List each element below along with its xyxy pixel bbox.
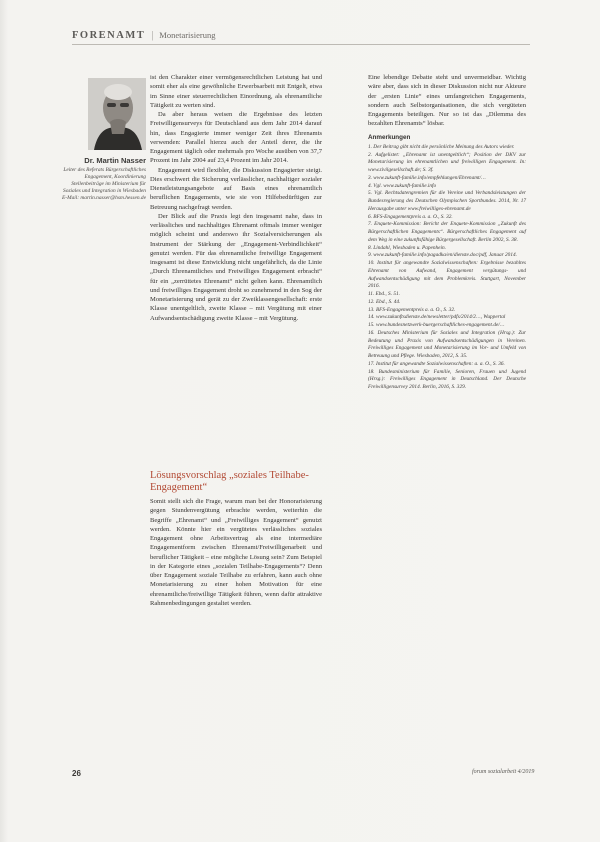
note-item: 1. Der Beitrag gibt nicht die persönliche Meinung des Autors wieder. [368,143,515,150]
paragraph: Da aber heraus weisen die Ergebnisse des letzten Freiwilligensurveys für Deutschland aus dem Jahr 2014 darauf hin, dass Engagierte immer weniger Zeit ihres Ehrenamts verwenden: Parallel hierzu auch der Anteil derer, die ihr Engagement täglich oder mehrmals pro Woche ausüben von 37,7 Prozent im Jahr 2004 auf 23,4 Prozent im Jahr 2014. [150,111,322,165]
notes-list [368,144,526,392]
section-heading: Lösungsvorschlag „soziales Teilhabe-Engagement“ [150,470,309,493]
column-right [368,73,526,392]
paragraph: Somit stellt sich die Frage, warum man bei der Honorarisierung gegen Stundenvergütung erbrachte werden, weiterhin die Begriffe „Ehrenamt“ und „Freiwilliges Engagement“ genutzt werden. Könnte hier ein vergütetes verlässliches soziales Engagement ohne Arbeitsvertrag als eine intermediäre Engagementform zwischen Ehrenamt/Freiwilligenarbeit und beruflicher Tätigkeit – eine mögliche Lösung sein? Zum Beispiel in der Kategorie eines „sozialen Teilhabe-Engagements“? Denn über Engagement soziale Teilhabe zu erfahren, kann auch ohne Monetarisierung zu einer hohen Motivation für eine ehrenamtliche/freiwillige Tätigkeit führen, wenn dafür attraktive Rahmenbedingungen gestaltet werden. [150,498,322,607]
note-item: 17. Institut für angewandte Sozialwissenschaften: a. a. O., S. 36. [368,360,505,367]
author-box [58,78,146,202]
note-item: 15. www.bundesnetzwerk-buergerschaftliches-engagement.de/… [368,322,505,328]
note-item: 4. Vgl. www.zukunft-familie.info [368,182,437,189]
author-bio: Leiter des Referats Bürgerschaftliches Engagement, Koordinierung Stellenbeiträge im Ministerium für Soziales und Integration in Wiesbaden E-Mail: martin.nasser@hsm.hessen.de [61,167,146,202]
paragraph: Eine lebendige Debatte steht und unvermeidbar. Wichtig wäre aber, dass sich in dieser Diskussion nicht nur Akteure der „ersten Linie“ eines umfangreichen Engagements, sondern auch Selbstorganisationen, die sich vergüteten Engagements beteiligen. Nur so ist das „Dilemma des bezahlten Ehrenamts“ lösbar. [368,74,526,128]
page-number: 26 [72,769,81,778]
note-item: 8. Lindahl, Wiesbaden u. Papenhein. [368,244,446,251]
note-item: 10. Institut für angewandte Sozialwissenschaften: Ergebnisse bezahltes Ehrenamt von Aufwand, Engagement vergütungs- und Aufwandsentschädigung mit dem Problemkreis. Stuttgart, November 2016. [368,260,526,290]
note-item: 6. BFS-Engagementpreis a. a. O., S. 32. [368,213,453,220]
header-separator: | [151,29,154,41]
author-photo [88,78,146,150]
note-item: 18. Bundesministerium für Familie, Senioren, Frauen und Jugend (Hrsg.): Freiwilliges Engagement in Deutschland. Der Deutsche Freiwilligensurvey 2014. Berlin, 2016, S. 329. [368,368,526,390]
journal-reference: forum sozialarbeit 4/2019 [472,769,535,775]
paragraph: ist den Charakter einer vermögensrechtlichen Leistung hat und somit eher als eine gewöhnliche Erwerbsarbeit mit Entgelt, etwa im Sinne einer steuerrechtlichen Einordnung, als ehrenamtliche Tätigkeit zu werten sind. [150,74,322,109]
note-item: 16. Deutsches Ministerium für Soziales und Integration (Hrsg.): Zur Bedeutung und Praxis von Aufwandsentschädigungen in Vereinen. Freiwilliges Engagement und Monetarisierung im Vor- und Umfeld von Betreuung und Pflege. Wiesbaden, 2012, S. 35. [368,329,526,359]
note-item: 11. Ebd., S. 51. [368,291,400,297]
author-portrait-image [88,78,146,150]
note-item: 3. www.zukunft-familie.info/empfehlungen/Ehrenamt/… [368,174,486,181]
section-label: FORENAMT [72,29,146,41]
paragraph: Der Blick auf die Praxis legt den insgesamt nahe, dass in verlässliches und nachhaltiges Ehrenamt oftmals immer weniger möglich scheint und anderswo ihr Sozialversicherungen als Instrument der Stärkung der „Engagement-Verbindlichkeit“ genutzt werden. Für das ehrenamtliche freiwillige Engagement insgesamt ist diese Entwicklung nicht ungefährlich, da die Linie „Durch Ehrenamtliches und Freiwilliges Engagement erbracht“ für ein „zerrüttetes Ehrenamt“ nicht gelten kann. Ehrenamtlich und freiwilliges Engagement droht so zunehmend in den Sog der Monetarisierung und gerät zu der Zweiklassengesellschaft: erste Klasse unentgeltlich, zweite Klasse – mit Vergütung mit einer Aufwandsentschädigung zweite Klasse – mit Vergütung. [150,212,322,322]
note-item: 12. Ebd., S. 44. [368,298,401,305]
note-item: 9. www.zukunft-familie.info/pagadka/en/dienste.doc/pdf, Januar 2014. [368,252,517,259]
column-left-top [150,73,322,323]
column-left-bottom [150,497,322,608]
section-subtitle: Monetarisierung [159,30,216,40]
author-name: Dr. Martin Nasser [84,156,146,165]
note-item: 14. www.zukunftsdienste.de/newsletter/pdfs/2014/2…, Wuppertal [368,314,506,321]
note-item: 13. BFS-Engagementpreis a. a. O., S. 32. [368,306,456,313]
note-item: 5. Vgl. Rechtsdatengremien für die Vereine und Verbandsleistungen der Bundesregierung des Deutschen Olympischen Sportbundes. 2014, Nr. 17 Herausgabe unter www.freiwilliges-ehrenamt.de [368,190,526,212]
notes-title: Anmerkungen [368,133,411,141]
note-item: 2. Aufgelistet: „Ehrenamt ist unentgeltlich“; Position der DKV zur Monetarisierung im ehrenamtlichen und freiwilligen Engagement. In: www.zivilgesellschaft.de; S. 3f. [368,151,526,173]
note-item: 7. Enquete-Kommission: Bericht der Enquete-Kommission „Zukunft des Bürgerschaftlichen Engagements“. Bürgerschaftliches Engagement auf dem Weg in eine zukunftsfähige Bürgergesellschaft. Berlin 2002, S. 38. [368,221,526,243]
header-rule [72,44,530,45]
paragraph: Engagement wird flexibler, die Diskussion Engagierter steigt. Dies erschwert die Sicherung verlässlicher, nachhaltiger sozialer Dienstleistungsangebote auf Basis eines ehrenamtlich beruflichen Engagements, wie sie von Hilfebedürftigen zur Betreuung nachgefragt werden. [150,166,322,211]
running-header [72,27,215,43]
